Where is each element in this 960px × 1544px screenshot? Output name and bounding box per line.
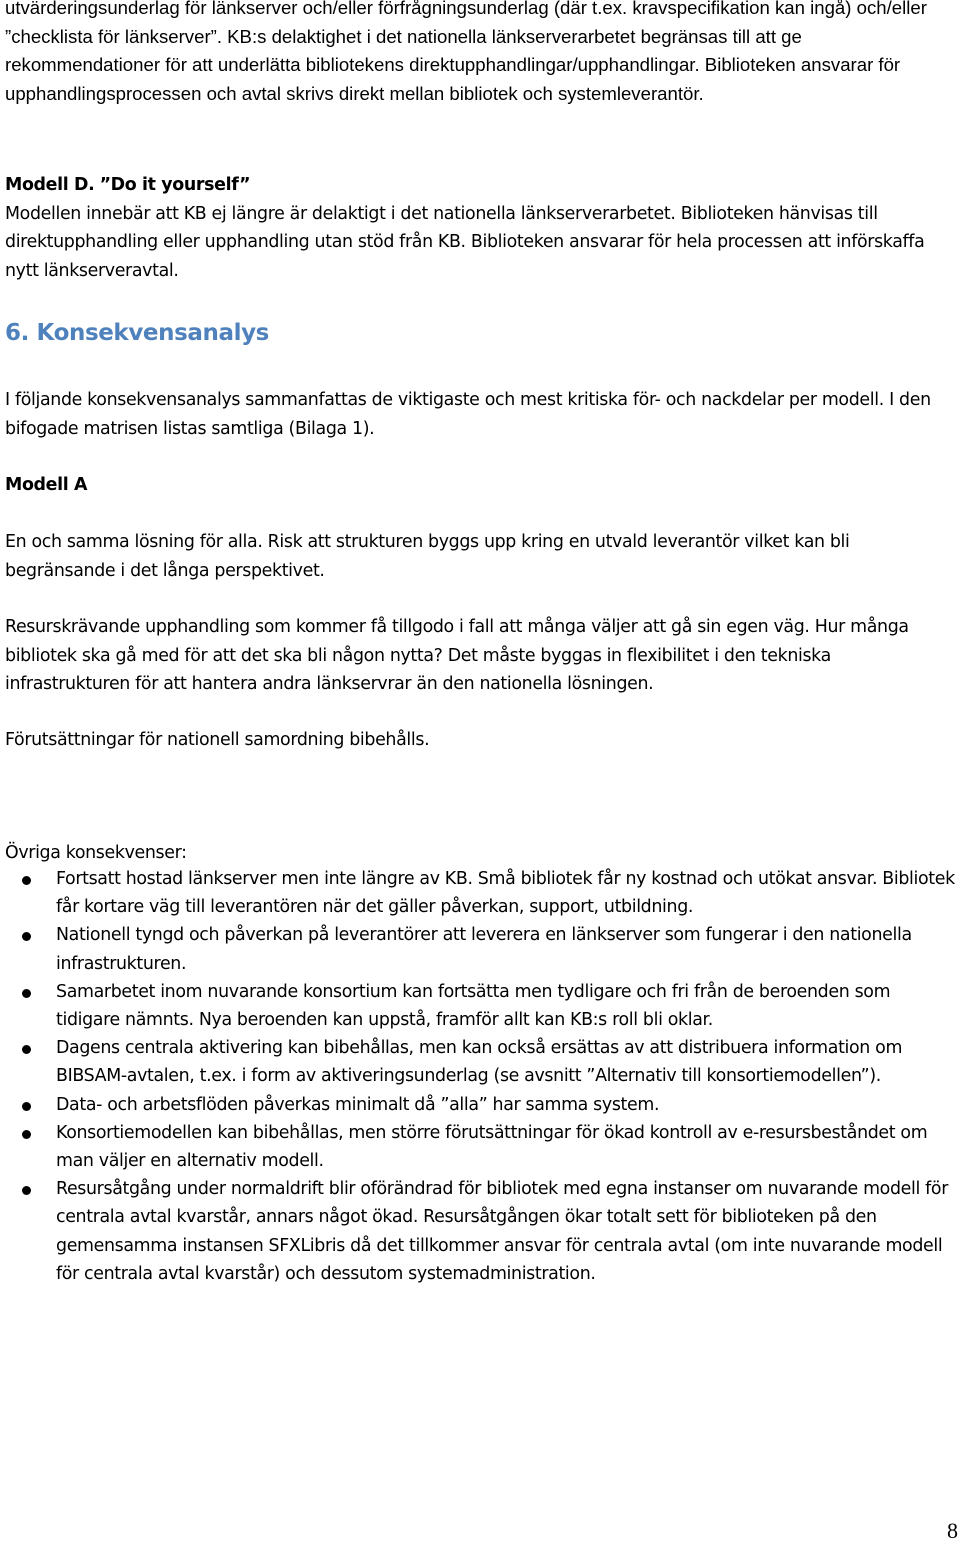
model-a-paragraph-1: En och samma lösning för alla. Risk att strukturen byggs upp kring en utvald leverantör vilket kan bli begränsande i det långa perspektivet. — [5, 532, 850, 581]
model-d-section — [5, 171, 958, 285]
bullet-icon — [22, 932, 31, 941]
model-d-title: ”Do it yourself” — [99, 175, 251, 195]
list-item-text: Data- och arbetsflöden påverkas minimalt då ”alla” har samma system. — [56, 1094, 660, 1115]
list-item — [0, 921, 960, 977]
model-d-text: Modellen innebär att KB ej längre är delaktigt i det nationella länkserverarbetet. Biblioteken hänvisas till direktupphandling eller upphandling utan stöd från KB. Biblioteken ansvarar för hela processen att införskaffa nytt länkserveravtal. — [5, 203, 925, 281]
bullet-icon — [22, 989, 31, 998]
list-item-text: Samarbetet inom nuvarande konsortium kan fortsätta men tydligare och fri från de beroenden som tidigare nämnts. Nya beroenden kan uppstå, framför allt kan KB:s roll bli oklar. — [56, 981, 891, 1031]
list-item-text: Resursåtgång under normaldrift blir oförändrad för bibliotek med egna instanser om nuvarande modell för centrala avtal kvarstår, annars något ökad. Resursåtgången ökar totalt sett för biblioteken på den gemensamma instansen SFXLibris då det tillkommer ansvar för centrala avtal (om inte nuvarande modell för centrala avtal kvarstår) och dessutom systemadministration. — [56, 1179, 948, 1284]
list-item — [0, 865, 960, 921]
model-d-label: Modell D. — [5, 175, 95, 195]
consequence-list — [0, 865, 960, 1288]
page-number: 8 — [947, 1518, 958, 1543]
model-a-paragraph-2: Resurskrävande upphandling som kommer få tillgodo i fall att många väljer att gå sin egen väg. Hur många bibliotek ska gå med för att det ska bli någon nytta? Det måste byggas in flexibilitet i den tekniska infrastrukturen för att hantera andra länkservrar än den nationella lösningen. — [5, 617, 909, 694]
bullet-icon — [22, 1130, 31, 1139]
section-intro: I följande konsekvensanalys sammanfattas de viktigaste och mest kritiska för- och nackdelar per modell. I den bifogade matrisen listas samtliga (Bilaga 1). — [5, 390, 931, 439]
list-item — [0, 1119, 960, 1175]
list-item — [0, 1175, 960, 1288]
model-a-heading: Modell A — [5, 475, 88, 495]
bullet-icon — [22, 1045, 31, 1054]
model-a-paragraph-3: Förutsättningar för nationell samordning bibehålls. — [5, 730, 430, 750]
intro-paragraph: utvärderingsunderlag för länkserver och/eller förfrågningsunderlag (där t.ex. kravspecifikation kan ingå) och/eller ”checklista för länkserver”. KB:s delaktighet i det nationella länkserverarbetet begränsas till att ge rekommendationer för att underlätta bibliotekens direktupphandlingar/upphandlingar. Biblioteken ansvarar för upphandlingsprocessen och avtal skrivs direkt mellan bibliotek och systemleverantör. — [5, 0, 927, 104]
bullet-icon — [22, 1186, 31, 1195]
list-item — [0, 978, 960, 1034]
list-item-text: Fortsatt hostad länkserver men inte längre av KB. Små bibliotek får ny kostnad och utökat ansvar. Bibliotek får kortare väg till leverantören när det gäller påverkan, support, utbildning. — [56, 869, 955, 918]
other-consequences-heading: Övriga konsekvenser: — [5, 843, 187, 863]
list-item — [0, 1091, 960, 1119]
list-item-text: Dagens centrala aktivering kan bibehållas, men kan också ersättas av att distribuera information om BIBSAM-avtalen, t.ex. i form av aktiveringsunderlag (se avsnitt ”Alternativ till konsortiemodellen”). — [56, 1038, 903, 1087]
list-item-text: Nationell tyngd och påverkan på leverantörer att leverera en länkserver som fungerar i den nationella infrastrukturen. — [56, 925, 912, 974]
list-item-text: Konsortiemodellen kan bibehållas, men större förutsättningar för ökad kontroll av e-resursbeståndet om man väljer en alternativ modell. — [56, 1122, 928, 1172]
bullet-icon — [22, 1102, 31, 1111]
bullet-icon — [22, 876, 31, 885]
section-heading: 6. Konsekvensanalys — [5, 320, 269, 346]
list-item — [0, 1034, 960, 1090]
